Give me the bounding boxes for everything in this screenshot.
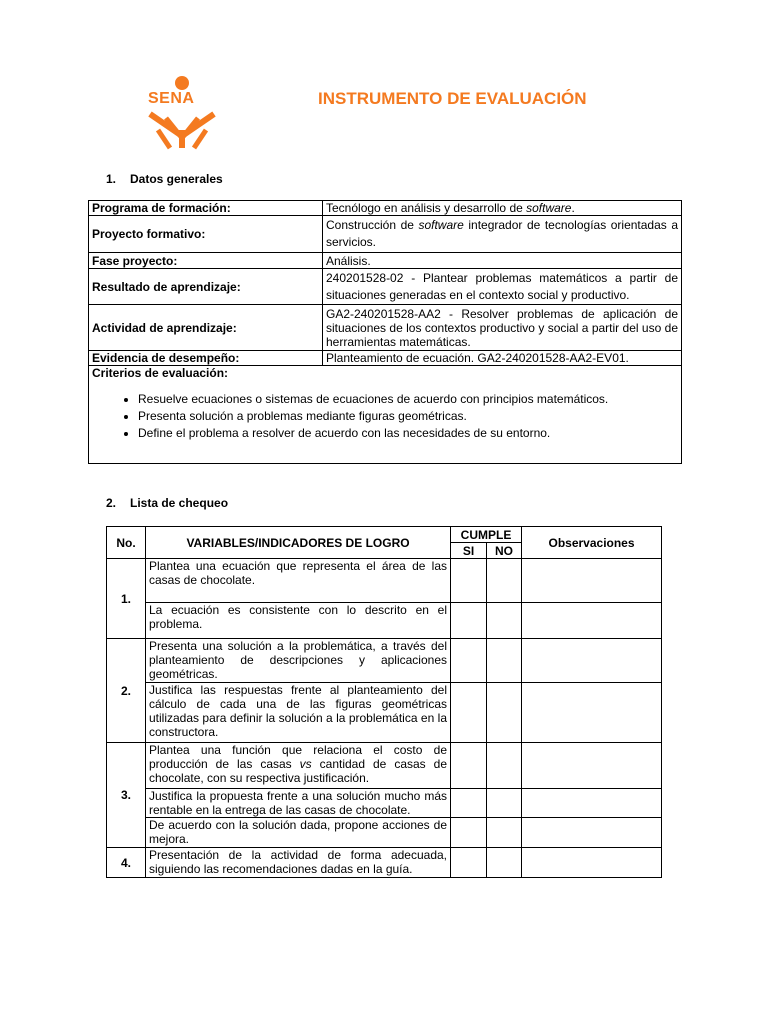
learning-result-value: 240201528-02 - Plantear problemas matemáticos a partir de situaciones generadas en el contexto social y productivo. <box>323 269 682 305</box>
no-checkbox[interactable] <box>487 789 522 818</box>
page-title: INSTRUMENTO DE EVALUACIÓN <box>318 89 587 108</box>
project-value: Construcción de software integrador de tecnologías orientadas a servicios. <box>323 216 682 253</box>
group-number: 1. <box>107 559 146 639</box>
indicator-item: La ecuación es consistente con lo descrito en el problema. <box>146 603 451 639</box>
learning-result-label: Resultado de aprendizaje: <box>89 269 323 305</box>
indicator-item: Justifica la propuesta frente a una solución mucho más rentable en la entrega de las casas de chocolate. <box>146 789 451 818</box>
logo-text: SENA <box>148 90 195 107</box>
phase-value: Análisis. <box>323 253 682 269</box>
si-checkbox[interactable] <box>451 848 487 878</box>
section-2-number: 2. <box>106 496 117 510</box>
indicator-item: Justifica las respuestas frente al planteamiento del cálculo de cada una de las figuras geométricas utilizadas para definir la solución a la problemática en la constructora. <box>146 683 451 743</box>
observations-cell[interactable] <box>522 559 662 603</box>
no-checkbox[interactable] <box>487 818 522 848</box>
indicator-item: Plantea una función que relaciona el costo de producción de las casas vs cantidad de casas de chocolate, con su respectiva justificación. <box>146 743 451 789</box>
col-header-no-check: NO <box>487 543 522 559</box>
criteria-item: • Resuelve ecuaciones o sistemas de ecuaciones de acuerdo con principios matemáticos. <box>138 392 678 406</box>
col-header-observations: Observaciones <box>522 527 662 559</box>
criteria-list <box>92 392 678 440</box>
observations-cell[interactable] <box>522 683 662 743</box>
checklist-table <box>106 526 662 878</box>
criteria-item: • Presenta solución a problemas mediante figuras geométricas. <box>138 409 678 423</box>
si-checkbox[interactable] <box>451 818 487 848</box>
si-checkbox[interactable] <box>451 683 487 743</box>
col-header-indicators: VARIABLES/INDICADORES DE LOGRO <box>146 527 451 559</box>
program-value: Tecnólogo en análisis y desarrollo de software. <box>323 201 682 216</box>
section-1-title: Datos generales <box>130 172 223 186</box>
observations-cell[interactable] <box>522 789 662 818</box>
col-header-no: No. <box>107 527 146 559</box>
section-1-heading <box>106 172 223 186</box>
si-checkbox[interactable] <box>451 603 487 639</box>
col-header-si: SI <box>451 543 487 559</box>
si-checkbox[interactable] <box>451 559 487 603</box>
observations-cell[interactable] <box>522 603 662 639</box>
project-label: Proyecto formativo: <box>89 216 323 253</box>
observations-cell[interactable] <box>522 818 662 848</box>
criteria-label: Criterios de evaluación: <box>92 366 229 380</box>
indicator-item: Plantea una ecuación que representa el área de las casas de chocolate. <box>146 559 451 603</box>
observations-cell[interactable] <box>522 743 662 789</box>
program-label: Programa de formación: <box>89 201 323 216</box>
section-2-heading <box>106 496 228 510</box>
group-number: 4. <box>107 848 146 878</box>
col-header-cumple: CUMPLE <box>451 527 522 543</box>
si-checkbox[interactable] <box>451 639 487 683</box>
no-checkbox[interactable] <box>487 559 522 603</box>
si-checkbox[interactable] <box>451 743 487 789</box>
learning-activity-value: GA2-240201528-AA2 - Resolver problemas de aplicación de situaciones de los contextos productivo y social a partir del uso de herramientas matemáticas. <box>323 305 682 351</box>
observations-cell[interactable] <box>522 848 662 878</box>
no-checkbox[interactable] <box>487 603 522 639</box>
indicator-item: Presenta una solución a la problemática, a través del planteamiento de descripciones y aplicaciones geométricas. <box>146 639 451 683</box>
indicator-item: De acuerdo con la solución dada, propone acciones de mejora. <box>146 818 451 848</box>
learning-activity-label: Actividad de aprendizaje: <box>89 305 323 351</box>
si-checkbox[interactable] <box>451 789 487 818</box>
criteria-item: • Define el problema a resolver de acuerdo con las necesidades de su entorno. <box>138 426 678 440</box>
phase-label: Fase proyecto: <box>89 253 323 269</box>
group-number: 3. <box>107 743 146 848</box>
no-checkbox[interactable] <box>487 743 522 789</box>
indicator-item: Presentación de la actividad de forma adecuada, siguiendo las recomendaciones dadas en la guía. <box>146 848 451 878</box>
observations-cell[interactable] <box>522 639 662 683</box>
no-checkbox[interactable] <box>487 639 522 683</box>
sena-logo <box>144 74 220 150</box>
criteria-cell <box>89 366 682 464</box>
section-2-title: Lista de chequeo <box>130 496 229 510</box>
section-1-number: 1. <box>106 172 117 186</box>
general-data-table <box>88 200 682 464</box>
evidence-value: Planteamiento de ecuación. GA2-240201528-AA2-EV01. <box>323 351 682 366</box>
no-checkbox[interactable] <box>487 848 522 878</box>
group-number: 2. <box>107 639 146 743</box>
evidence-label: Evidencia de desempeño: <box>89 351 323 366</box>
no-checkbox[interactable] <box>487 683 522 743</box>
